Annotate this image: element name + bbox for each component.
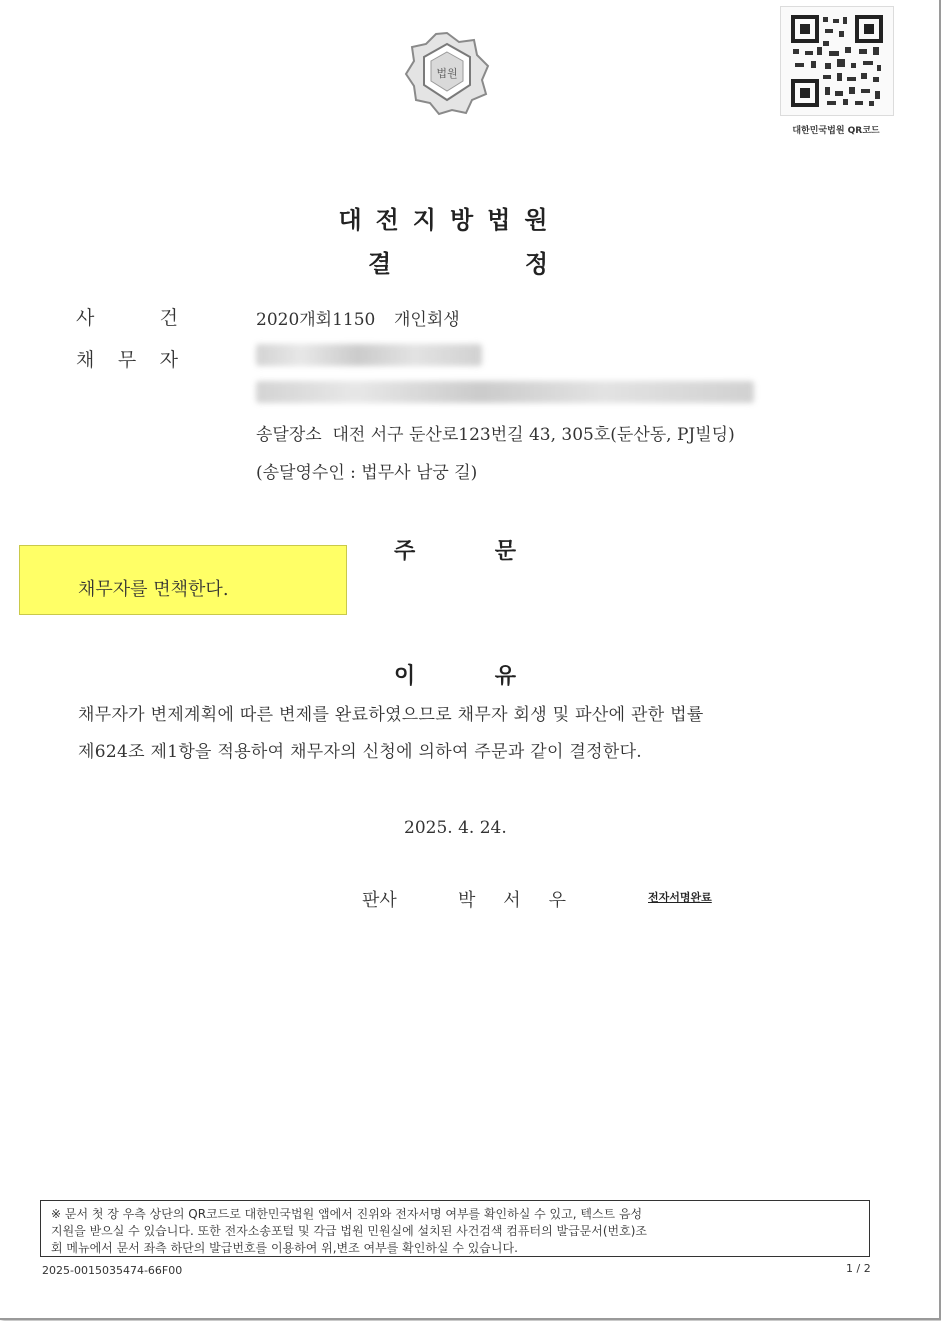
order-text: 채무자를 면책한다. xyxy=(78,579,229,600)
document-type xyxy=(368,244,548,279)
court-seal-icon xyxy=(404,30,490,116)
qr-code xyxy=(780,6,894,116)
debtor-label-char: 자 xyxy=(159,349,178,371)
case-label-char: 사 xyxy=(76,307,95,329)
reason-heading xyxy=(394,659,516,690)
doc-type-char: 결 xyxy=(368,250,392,278)
decision-date: 2025. 4. 24. xyxy=(404,818,507,838)
case-label-char: 건 xyxy=(159,307,178,329)
judge-title: 판사 xyxy=(362,890,397,911)
reason-line-1: 채무자가 변제계획에 따른 변제를 완료하였으므로 채무자 회생 및 파산에 관한 법률 xyxy=(78,705,704,725)
case-number: 2020개회1150 xyxy=(256,310,376,330)
notice-line: 지원을 받으실 수 있습니다. 또한 전자소송포털 및 각급 법원 민원실에 설치된 사건검색 컴퓨터의 발급문서(번호)조 xyxy=(51,1224,648,1238)
order-heading-char: 주 xyxy=(394,539,416,564)
reason-line-2: 제624조 제1항을 적용하여 채무자의 신청에 의하여 주문과 같이 결정한다. xyxy=(78,742,643,762)
notice-line: ※ 문서 첫 장 우측 상단의 QR코드로 대한민국법원 앱에서 진위와 전자서명 여부를 확인하실 수 있고, 텍스트 음성 xyxy=(51,1207,643,1221)
debtor-label-char: 채 xyxy=(76,349,95,371)
case-label xyxy=(76,303,178,330)
case-type: 개인회생 xyxy=(394,310,460,330)
judge-name-char: 우 xyxy=(548,890,566,911)
court-name: 대전지방법원 xyxy=(338,206,562,234)
debtor-name-redacted xyxy=(256,344,482,366)
judge-name-char: 박 xyxy=(458,890,476,911)
electronic-signature-mark: 전자서명완료 xyxy=(648,891,712,904)
qr-code-icon xyxy=(781,7,893,115)
seal-text: 법원 xyxy=(436,67,458,80)
page-number: 1 / 2 xyxy=(846,1262,871,1275)
debtor-label xyxy=(76,345,178,372)
judge-name xyxy=(458,886,566,912)
verification-notice xyxy=(40,1200,870,1257)
reason-heading-char: 이 xyxy=(394,664,416,689)
delivery-address: 송달장소 대전 서구 둔산로123번길 43, 305호(둔산동, PJ빌딩) xyxy=(256,425,735,445)
notice-line: 회 메뉴에서 문서 좌측 하단의 발급번호를 이용하여 위,변조 여부를 확인하실 수 있습니다. xyxy=(51,1241,518,1255)
doc-type-char: 정 xyxy=(524,250,548,278)
judge-name-char: 서 xyxy=(503,890,521,911)
issue-number: 2025-0015035474-66F00 xyxy=(42,1264,183,1277)
reason-heading-char: 유 xyxy=(494,664,516,689)
qr-label: 대한민국법원 QR코드 xyxy=(792,126,880,136)
debtor-label-char: 무 xyxy=(117,349,137,371)
delivery-recipient: (송달영수인 : 법무사 남궁 길) xyxy=(256,463,478,483)
debtor-address-redacted xyxy=(256,381,754,403)
order-heading-char: 문 xyxy=(494,539,516,564)
order-heading xyxy=(394,534,516,565)
